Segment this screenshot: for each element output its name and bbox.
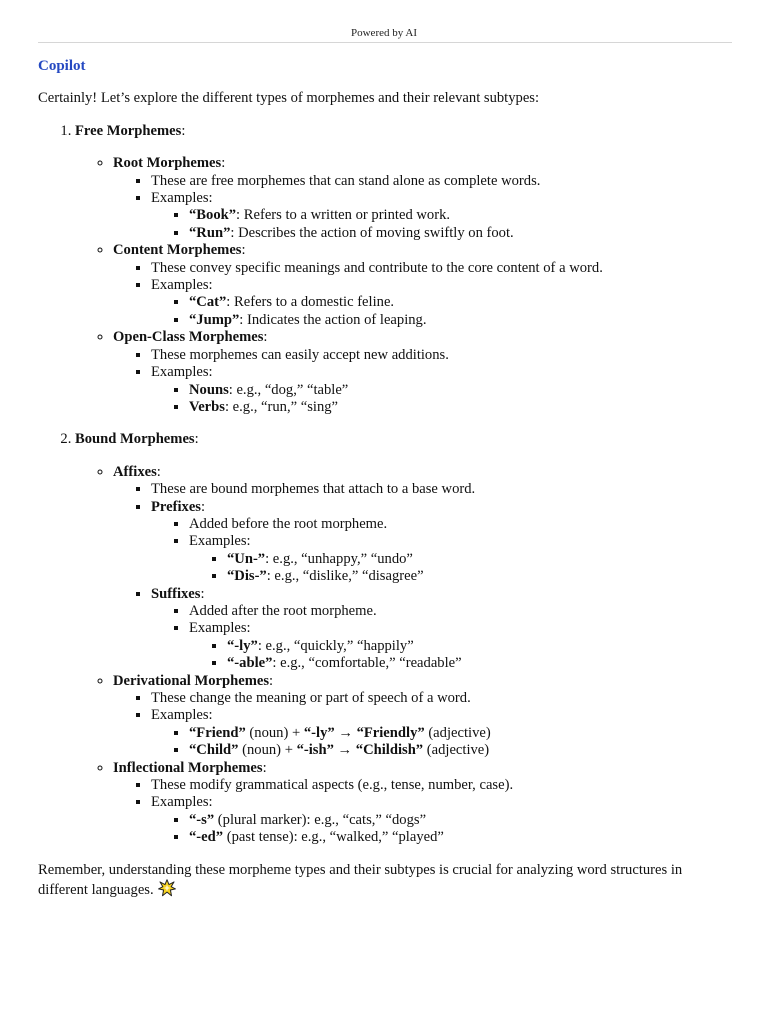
example-item: ▪ “-ly”: e.g., “quickly,” “happily” xyxy=(227,638,732,655)
example-item: ▪ Nouns: e.g., “dog,” “table” xyxy=(189,382,732,399)
sparkle-icon xyxy=(158,879,176,897)
list-item: ▪ These modify grammatical aspects (e.g., tense, number, case). xyxy=(151,777,732,794)
subtype-name: Derivational Morphemes xyxy=(113,672,270,689)
list-item: ▪ Examples: ▪ “-ly”: e.g., “quickly,” “happily” ▪ “-able”: e.g., “comfortable,” “readable” xyxy=(189,620,732,672)
example-item: ▪ “-ed” (past tense): e.g., “walked,” “played” xyxy=(189,829,732,846)
list-item: ▪ These are free morphemes that can stand alone as complete words. xyxy=(151,173,732,190)
subtype-name: Root Morphemes xyxy=(113,155,222,172)
subtype-content-morphemes: ◦ Content Morphemes: ▪ These convey specific meanings and contribute to the core content of a word. ▪ Examples: ▪ “Cat”: Refers to a domestic feline. ▪ “Jump”: Indicates the action of leaping. xyxy=(113,242,732,329)
section-title: 2. Bound Morphemes: xyxy=(75,431,199,448)
bound-subtypes-list xyxy=(75,464,732,847)
list-item: ▪ Examples: ▪ “Friend” (noun) + “-ly” → “Friendly” (adjective) ▪ “Child” (noun) + “-ish” → “Childish” (adjective) xyxy=(151,707,732,759)
section-free-morphemes xyxy=(75,123,732,417)
list-item: ▪ These convey specific meanings and contribute to the core content of a word. xyxy=(151,260,732,277)
subtype-affixes: ◦ Affixes: ▪ These are bound morphemes that attach to a base word. ▪ Prefixes: ▪ Added before the root morpheme. ▪ Examples: ▪ “Un-”: e.g., “unhappy,” “undo” ▪ “Dis-”: e.g., “dislike,” “disagree” ▪ Suffixes: ▪ Added after the root morpheme. ▪ Examples: ▪ “-ly”: e.g., “quickly,” “happily” ▪ “-able”: e.g., “comfortable,” “readable” xyxy=(113,464,732,673)
list-item: ▪ Examples: ▪ “Un-”: e.g., “unhappy,” “undo” ▪ “Dis-”: e.g., “dislike,” “disagree” xyxy=(189,533,732,585)
subtype-root-morphemes: ◦ Root Morphemes: ▪ These are free morphemes that can stand alone as complete words. ▪ Examples: ▪ “Book”: Refers to a written or printed work. ▪ “Run”: Describes the action of moving swiftly on foot. xyxy=(113,155,732,242)
list-item: ▪ These are bound morphemes that attach to a base word. xyxy=(151,481,732,498)
subtype-name: Inflectional Morphemes xyxy=(113,759,263,776)
example-item: ▪ “Cat”: Refers to a domestic feline. xyxy=(189,294,732,311)
section-bound-morphemes xyxy=(75,431,732,846)
powered-by-label: Powered by AI xyxy=(351,27,417,39)
subtype-open-class-morphemes: ◦ Open-Class Morphemes: ▪ These morphemes can easily accept new additions. ▪ Examples: ▪ Nouns: e.g., “dog,” “table” ▪ Verbs: e.g., “run,” “sing” xyxy=(113,329,732,416)
list-item: ▪ These morphemes can easily accept new additions. xyxy=(151,347,732,364)
subtype-name: Content Morphemes xyxy=(113,242,242,259)
list-item: ▪ These change the meaning or part of speech of a word. xyxy=(151,690,732,707)
subtype-name: Open-Class Morphemes xyxy=(113,329,264,346)
subtype-name: Affixes xyxy=(113,463,157,480)
closing-text: Remember, understanding these morpheme types and their subtypes is crucial for analyzing word structures in different languages. xyxy=(38,861,683,899)
example-item: ▪ “Dis-”: e.g., “dislike,” “disagree” xyxy=(227,568,732,585)
intro-text: Certainly! Let’s explore the different types of morphemes and their relevant subtypes: xyxy=(38,90,540,107)
morpheme-types-list xyxy=(38,123,732,847)
example-item: ▪ “Book”: Refers to a written or printed work. xyxy=(189,207,732,224)
list-item: ▪ Examples: ▪ “-s” (plural marker): e.g., “cats,” “dogs” ▪ “-ed” (past tense): e.g., “walked,” “played” xyxy=(151,794,732,846)
header-divider xyxy=(38,42,732,43)
example-item: ▪ “Run”: Describes the action of moving swiftly on foot. xyxy=(189,225,732,242)
list-item: ▪ Examples: ▪ “Book”: Refers to a written or printed work. ▪ “Run”: Describes the action of moving swiftly on foot. xyxy=(151,190,732,242)
free-subtypes-list xyxy=(75,155,732,416)
list-item: ▪ Added before the root morpheme. xyxy=(189,516,732,533)
example-item: ▪ “-able”: e.g., “comfortable,” “readable” xyxy=(227,655,732,672)
list-item: ▪ Examples: ▪ “Cat”: Refers to a domestic feline. ▪ “Jump”: Indicates the action of leaping. xyxy=(151,277,732,329)
subtype-prefixes: ▪ Prefixes: ▪ Added before the root morpheme. ▪ Examples: ▪ “Un-”: e.g., “unhappy,” “undo” ▪ “Dis-”: e.g., “dislike,” “disagree” xyxy=(151,499,732,586)
example-item: ▪ Verbs: e.g., “run,” “sing” xyxy=(189,399,732,416)
example-item: ▪ “Friend” (noun) + “-ly” → “Friendly” (adjective) xyxy=(189,725,732,742)
example-item: ▪ “Child” (noun) + “-ish” → “Childish” (adjective) xyxy=(189,742,732,759)
section-title: 1. Free Morphemes: xyxy=(75,122,186,139)
example-item: ▪ “Jump”: Indicates the action of leaping. xyxy=(189,312,732,329)
list-item: ▪ Added after the root morpheme. xyxy=(189,603,732,620)
subtype-suffixes: ▪ Suffixes: ▪ Added after the root morpheme. ▪ Examples: ▪ “-ly”: e.g., “quickly,” “happily” ▪ “-able”: e.g., “comfortable,” “readable” xyxy=(151,586,732,673)
example-item: ▪ “Un-”: e.g., “unhappy,” “undo” xyxy=(227,551,732,568)
response-content xyxy=(38,56,732,899)
subtype-derivational-morphemes: ◦ Derivational Morphemes: ▪ These change the meaning or part of speech of a word. ▪ Examples: ▪ “Friend” (noun) + “-ly” → “Friendly” (adjective) ▪ “Child” (noun) + “-ish” → “Childish” (adjective) xyxy=(113,673,732,760)
example-item: ▪ “-s” (plural marker): e.g., “cats,” “dogs” xyxy=(189,812,732,829)
copilot-brand: Copilot xyxy=(38,58,86,74)
subtype-inflectional-morphemes: ◦ Inflectional Morphemes: ▪ These modify grammatical aspects (e.g., tense, number, case). ▪ Examples: ▪ “-s” (plural marker): e.g., “cats,” “dogs” ▪ “-ed” (past tense): e.g., “walked,” “played” xyxy=(113,760,732,847)
list-item: ▪ Examples: ▪ Nouns: e.g., “dog,” “table” ▪ Verbs: e.g., “run,” “sing” xyxy=(151,364,732,416)
